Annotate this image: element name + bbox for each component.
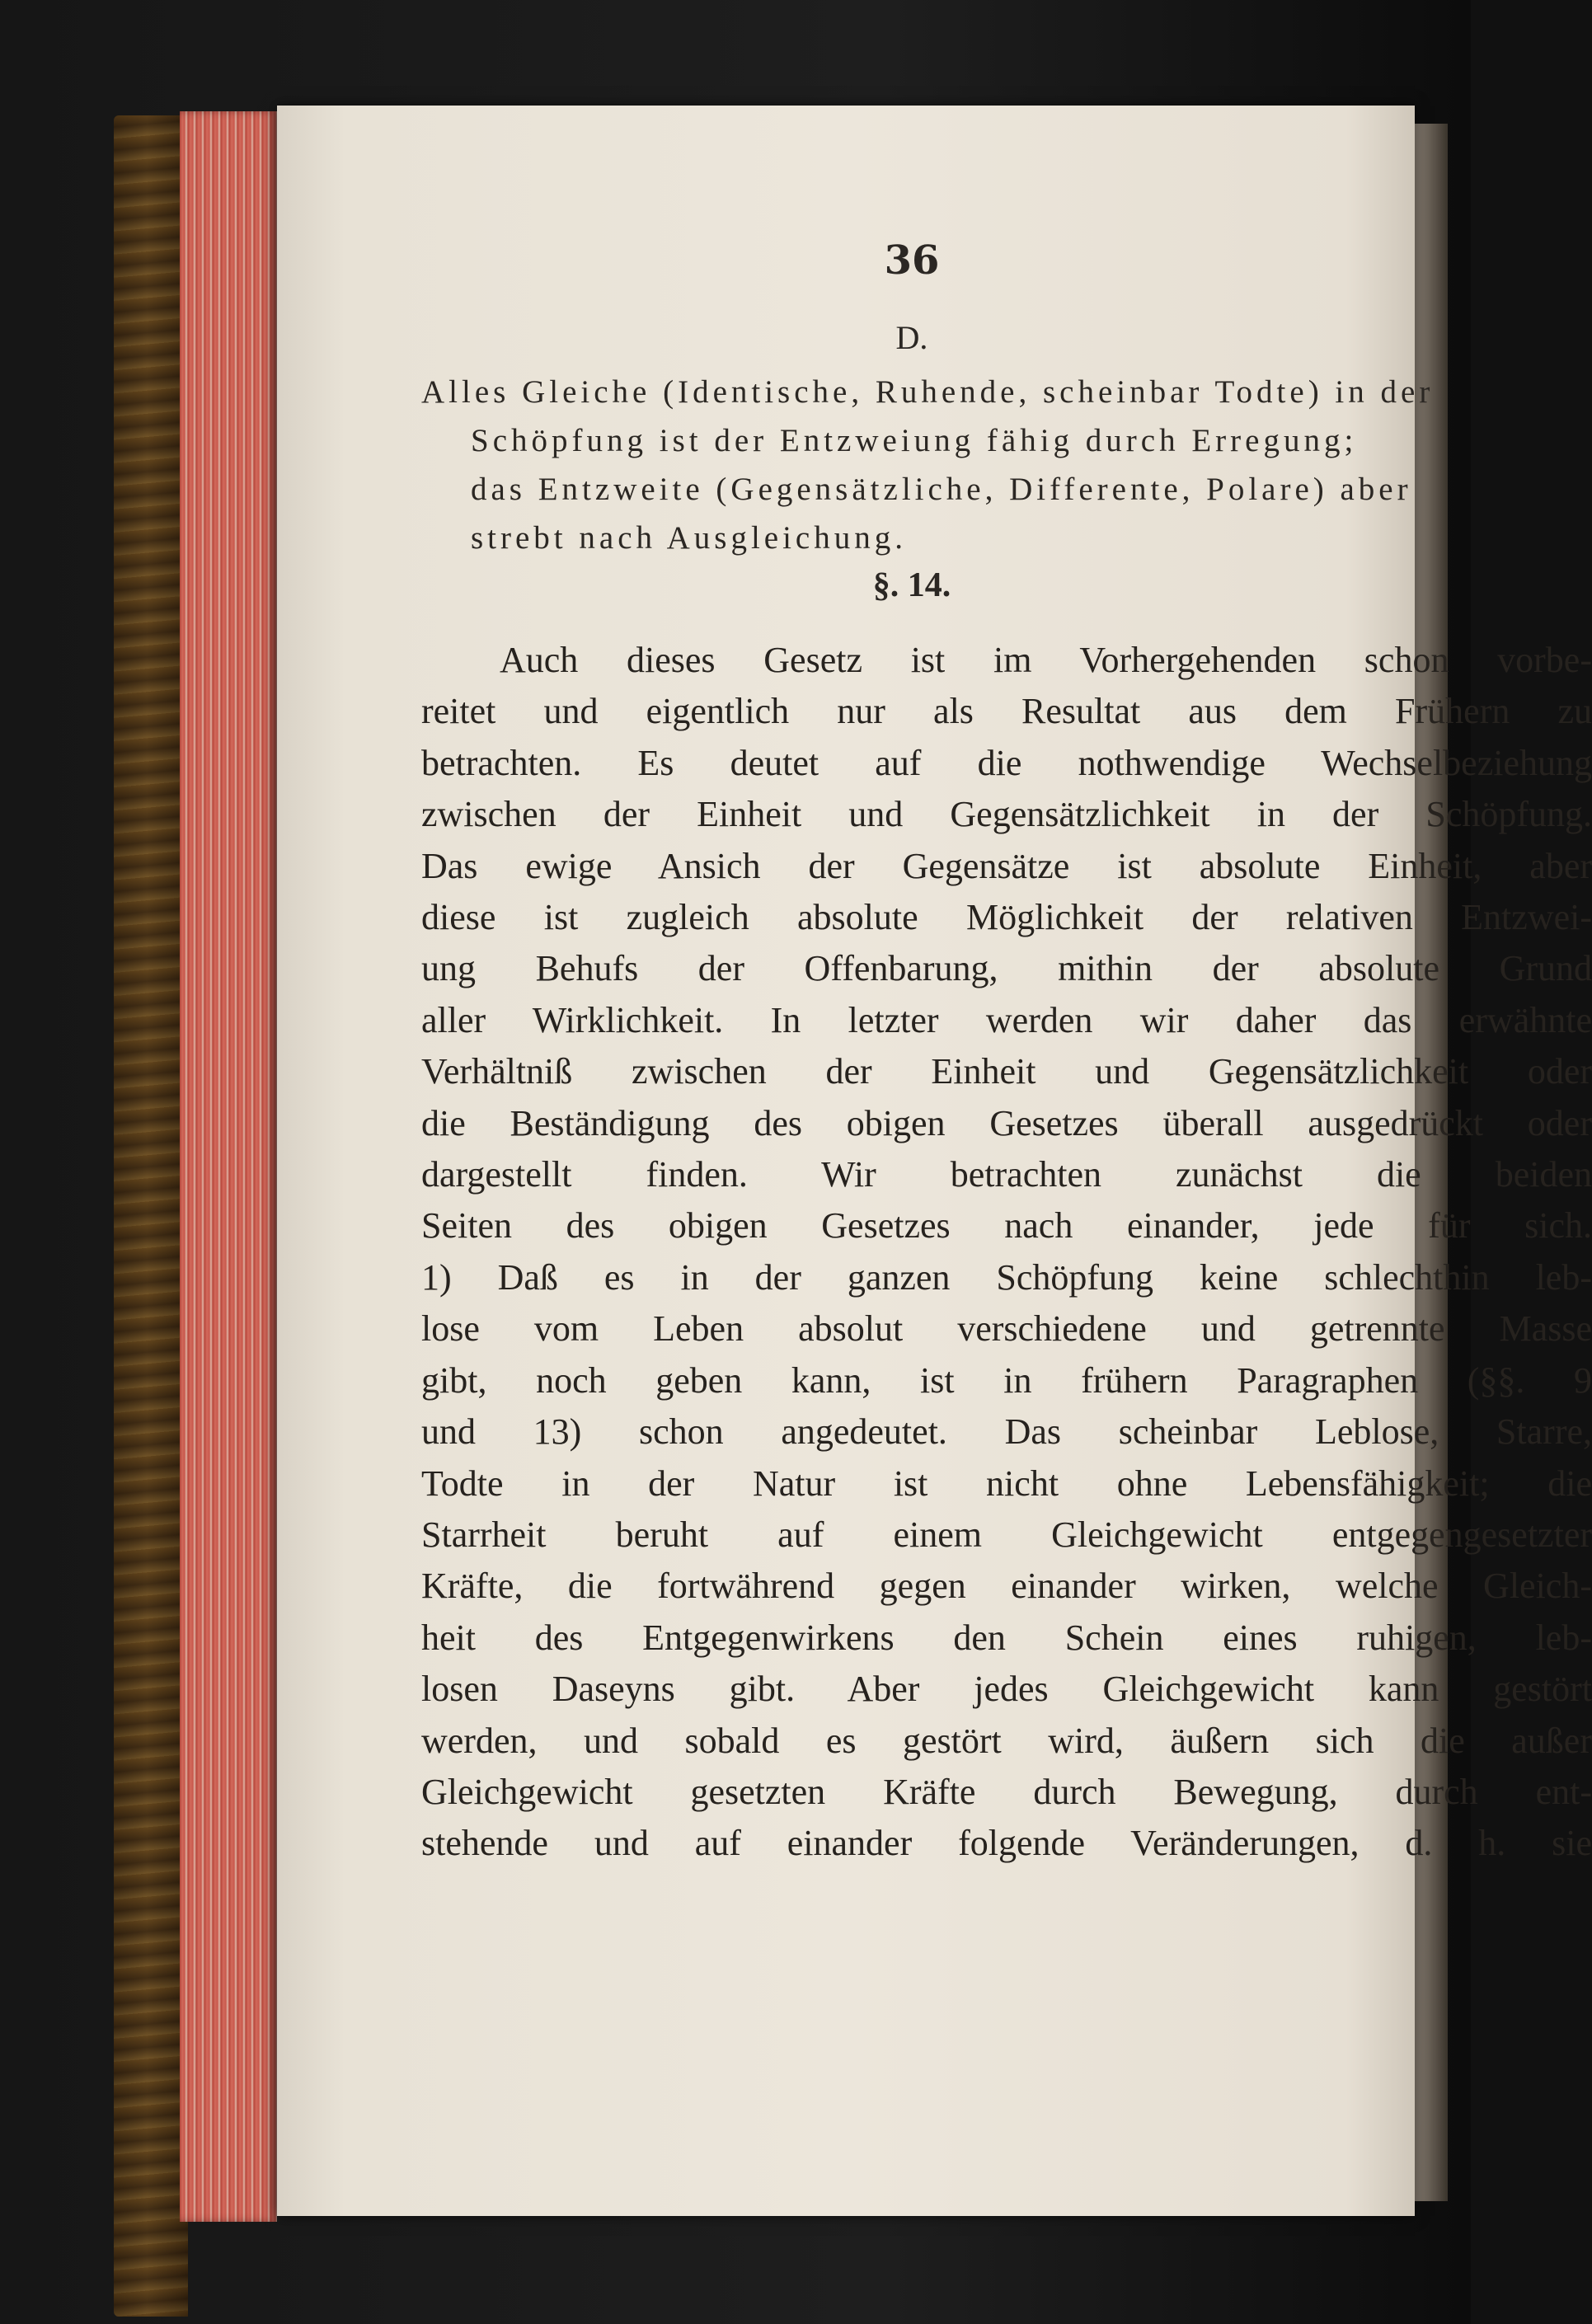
body-line: Auch dieses Gesetz ist im Vorhergehenden schon vorbe-: [500, 640, 1592, 680]
law-line: das Entzweite (Gegensätzliche, Differente, Polare) aber: [471, 472, 1412, 507]
body-line: zwischen der Einheit und Gegensätzlichkeit in der Schöpfung.: [421, 794, 1592, 835]
body-line: dargestellt finden. Wir betrachten zunächst die beiden: [421, 1154, 1592, 1195]
body-line: Seiten des obigen Gesetzes nach einander, jede für sich.: [421, 1205, 1592, 1247]
body-line: gibt, noch geben kann, ist in frühern Paragraphen (§§. 9: [421, 1359, 1592, 1401]
body-line: Kräfte, die fortwährend gegen einander wirken, welche Gleich-: [421, 1566, 1592, 1607]
law-statement: [421, 368, 1592, 562]
body-paragraph: [421, 635, 1592, 1870]
body-line: und 13) schon angedeutet. Das scheinbar Leblose, Starre,: [421, 1411, 1592, 1453]
body-line: 1) Daß es in der ganzen Schöpfung keine schlechthin leb-: [421, 1256, 1592, 1298]
body-line: Verhältniß zwischen der Einheit und Gegensätzlichkeit oder: [421, 1051, 1592, 1092]
law-line: Schöpfung ist der Entzweiung fähig durch Erregung;: [471, 423, 1358, 458]
body-line: werden, und sobald es gestört wird, äußern sich die außer: [421, 1720, 1592, 1761]
paragraph-heading: §. 14.: [872, 566, 951, 604]
body-line: stehende und auf einander folgende Veränderungen, d. h. sie: [421, 1823, 1592, 1864]
body-line: aller Wirklichkeit. In letzter werden wir daher das erwähnte: [421, 999, 1592, 1040]
body-line: losen Daseyns gibt. Aber jedes Gleichgewicht kann gestört: [421, 1669, 1592, 1710]
body-line: Todte in der Natur ist nicht ohne Lebensfähigkeit; die: [421, 1462, 1592, 1504]
body-line: lose vom Leben absolut verschiedene und getrennte Masse: [421, 1308, 1592, 1350]
law-line: strebt nach Ausgleichung.: [471, 520, 907, 556]
body-line: heit des Entgegenwirkens den Schein eines ruhigen, leb-: [421, 1617, 1592, 1658]
body-line: die Beständigung des obigen Gesetzes überall ausgedrückt oder: [421, 1102, 1592, 1143]
body-line: betrachten. Es deutet auf die nothwendige Wechselbeziehung: [421, 742, 1592, 783]
body-line: Starrheit beruht auf einem Gleichgewicht entgegengesetzter: [421, 1514, 1592, 1555]
section-letter: D.: [895, 319, 928, 356]
book-page: [277, 106, 1592, 2216]
page-number: 36: [884, 237, 940, 284]
book-cover-edge: [114, 115, 188, 2317]
red-page-edges: [180, 111, 277, 2222]
body-line: reitet und eigentlich nur als Resultat aus dem Frühern zu: [421, 691, 1592, 732]
body-line: Gleichgewicht gesetzten Kräfte durch Bewegung, durch ent-: [421, 1771, 1592, 1812]
body-line: diese ist zugleich absolute Möglichkeit der relativen Entzwei-: [421, 897, 1592, 938]
body-line: ung Behufs der Offenbarung, mithin der absolute Grund: [421, 948, 1592, 989]
body-line: Das ewige Ansich der Gegensätze ist absolute Einheit, aber: [421, 845, 1592, 886]
law-line: Alles Gleiche (Identische, Ruhende, scheinbar Todte) in der: [421, 374, 1435, 410]
